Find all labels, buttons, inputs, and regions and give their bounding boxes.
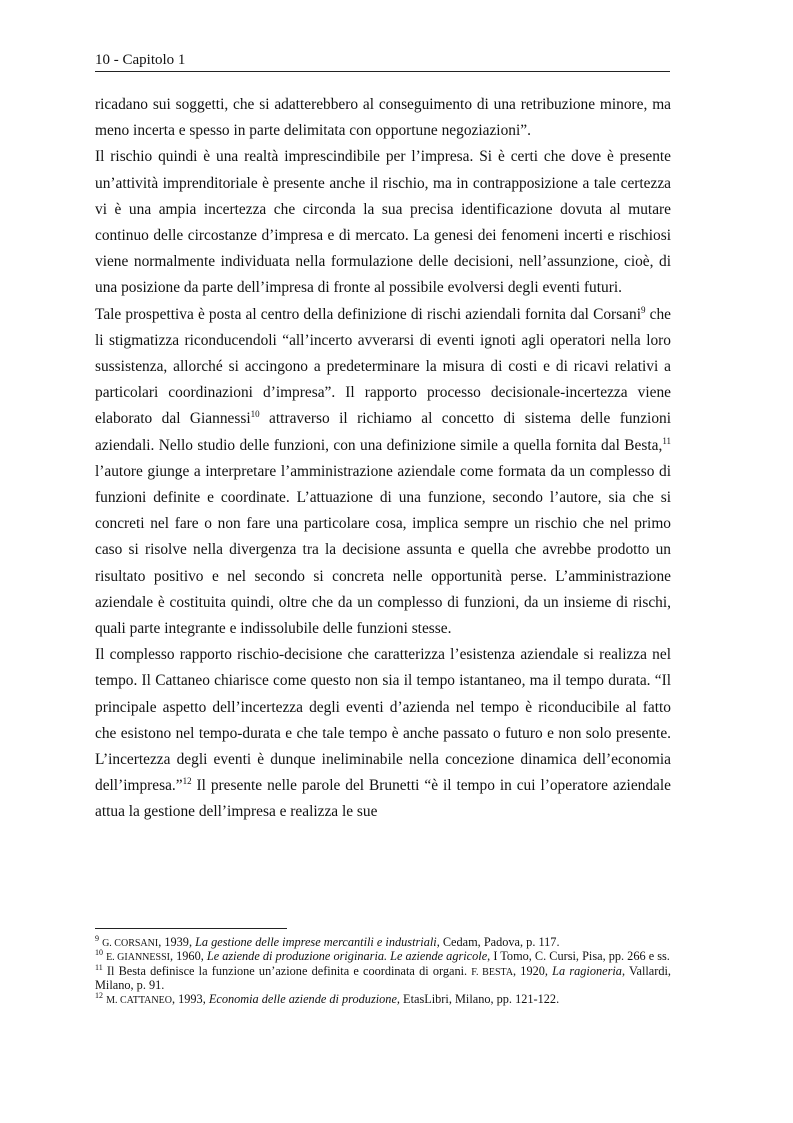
- footnote-number: 12: [95, 990, 103, 1000]
- footnote-text: , Vallardi, Milano, p. 91.: [95, 963, 671, 993]
- footnote-author: F. BESTA: [471, 966, 514, 978]
- footnote-text: , 1993,: [171, 991, 209, 1006]
- footnote-number: 10: [95, 948, 103, 958]
- page-header: [95, 50, 670, 70]
- footnote-title: La gestione delle imprese mercantili e industriali: [195, 935, 437, 949]
- footnote-rule: [95, 928, 287, 929]
- footnote: [95, 962, 671, 993]
- header-rule: [95, 71, 670, 72]
- page-number: 10: [95, 52, 110, 68]
- footnote: [95, 990, 671, 1007]
- footnote-title: La ragioneria: [552, 963, 622, 978]
- paragraph-text: l’autore giunge a interpretare l’amministrazione aziendale come formata da un complesso di funzioni definite e coordinate. L’attuazione di una funzione, secondo l’autore, sia che si concreti nel fare o non fare una particolare cosa, implica sempre un rischio che nel primo caso si risolve nella divergenza tra la decisione assunta e quella che avrebbe prodotto un risultato positivo e nel secondo si concreta nelle opportunità perse. L’amministrazione aziendale è costituita quindi, oltre che da un complesso di funzioni, da un insieme di rischi, quali parte integrante e indissolubile delle funzioni stesse.: [95, 462, 671, 638]
- paragraph: [95, 302, 671, 643]
- footnote-number: 9: [95, 933, 99, 943]
- footnote-author: E. GIANNESSI: [106, 952, 170, 964]
- paragraph: [95, 92, 671, 144]
- paragraph-text: Il presente nelle parole del Brunetti “è il tempo in cui l’operatore aziendale attua la gestione dell’impresa e realizza le sue: [95, 777, 671, 821]
- body-text: [95, 92, 671, 826]
- footnote-text: Il Besta definisce la funzione un’azione definita e coordinata di organi.: [102, 963, 472, 978]
- paragraph-text: Tale prospettiva è posta al centro della definizione di rischi aziendali fornita dal Corsani: [95, 305, 641, 323]
- footnote-text: , 1920,: [513, 963, 553, 978]
- footnote-author: G. CORSANI: [102, 938, 159, 949]
- paragraph: [95, 642, 671, 825]
- footnote-ref[interactable]: 12: [182, 776, 192, 787]
- footnote-ref[interactable]: 10: [250, 409, 260, 420]
- footnote-text: , Cedam, Padova, p. 117.: [436, 935, 560, 949]
- paragraph-text: ricadano sui soggetti, che si adatterebbero al conseguimento di una retribuzione minore, ma meno incerta e spesso in parte delimitata con opportune negoziazioni”.: [95, 96, 671, 140]
- footnote-ref[interactable]: 9: [640, 304, 646, 315]
- chapter-title: Capitolo 1: [122, 52, 186, 68]
- header-separator: -: [110, 52, 123, 68]
- footnote-number: 11: [95, 962, 103, 972]
- footnote-author: M. CATTANEO: [106, 994, 172, 1006]
- footnote: [95, 950, 671, 964]
- footnote-text: , 1939,: [158, 935, 196, 949]
- footnote-ref[interactable]: 11: [662, 435, 671, 446]
- footnote-title: Le aziende di produzione originaria. Le aziende agricole: [206, 949, 488, 964]
- footnotes: [95, 933, 671, 1007]
- footnote-text: , I Tomo, C. Cursi, Pisa, pp. 266 e ss.: [487, 949, 670, 964]
- paragraph-text: Il rischio quindi è una realtà imprescindibile per l’impresa. Si è certi che dove è presente un’attività imprenditoriale è presente anche il rischio, ma in contrapposizione a tale certezza vi è una ampia incertezza che circonda la sua precisa identificazione dovuta al mutare continuo delle circostanze d’impresa e di mercato. La genesi dei fenomeni incerti e rischiosi viene normalmente individuata nella formulazione delle decisioni, nell’assunzione, cioè, di una posizione da parte dell’impresa di fronte al possibile evolversi degli eventi futuri.: [95, 148, 671, 297]
- footnote-title: Economia delle aziende di produzione,: [208, 991, 400, 1006]
- paragraph: [95, 144, 671, 301]
- footnote-text: EtasLibri, Milano, pp. 121-122.: [399, 991, 560, 1006]
- paragraph-text: attraverso il richiamo al concetto di sistema delle funzioni aziendali. Nello studio delle funzioni, con una definizione simile a quella fornita dal Besta,: [95, 410, 671, 454]
- paragraph-text: Il complesso rapporto rischio-decisione che caratterizza l’esistenza aziendale si realizza nel tempo. Il Cattaneo chiarisce come questo non sia il tempo istantaneo, ma il tempo durata. “Il principale aspetto dell’incertezza degli eventi d’azienda nel tempo è riconducibile al fatto che esistono nel tempo-durata e che tale tempo è anche passato o futuro e non solo presente. L’incertezza degli eventi è dunque ineliminabile nella concezione dinamica dell’economia dell’impresa.”: [95, 646, 671, 795]
- footnote-text: , 1960,: [169, 949, 207, 964]
- paragraph-text: che li stigmatizza riconducendoli “all’incerto avverarsi di eventi ignoti agli operatori nella loro sussistenza, allorché si accingono a predeterminare la misura di costi e di ricavi relativi a particolari coordinazioni d’impresa”. Il rapporto processo decisionale-incertezza viene elaborato dal Giannessi: [95, 305, 671, 428]
